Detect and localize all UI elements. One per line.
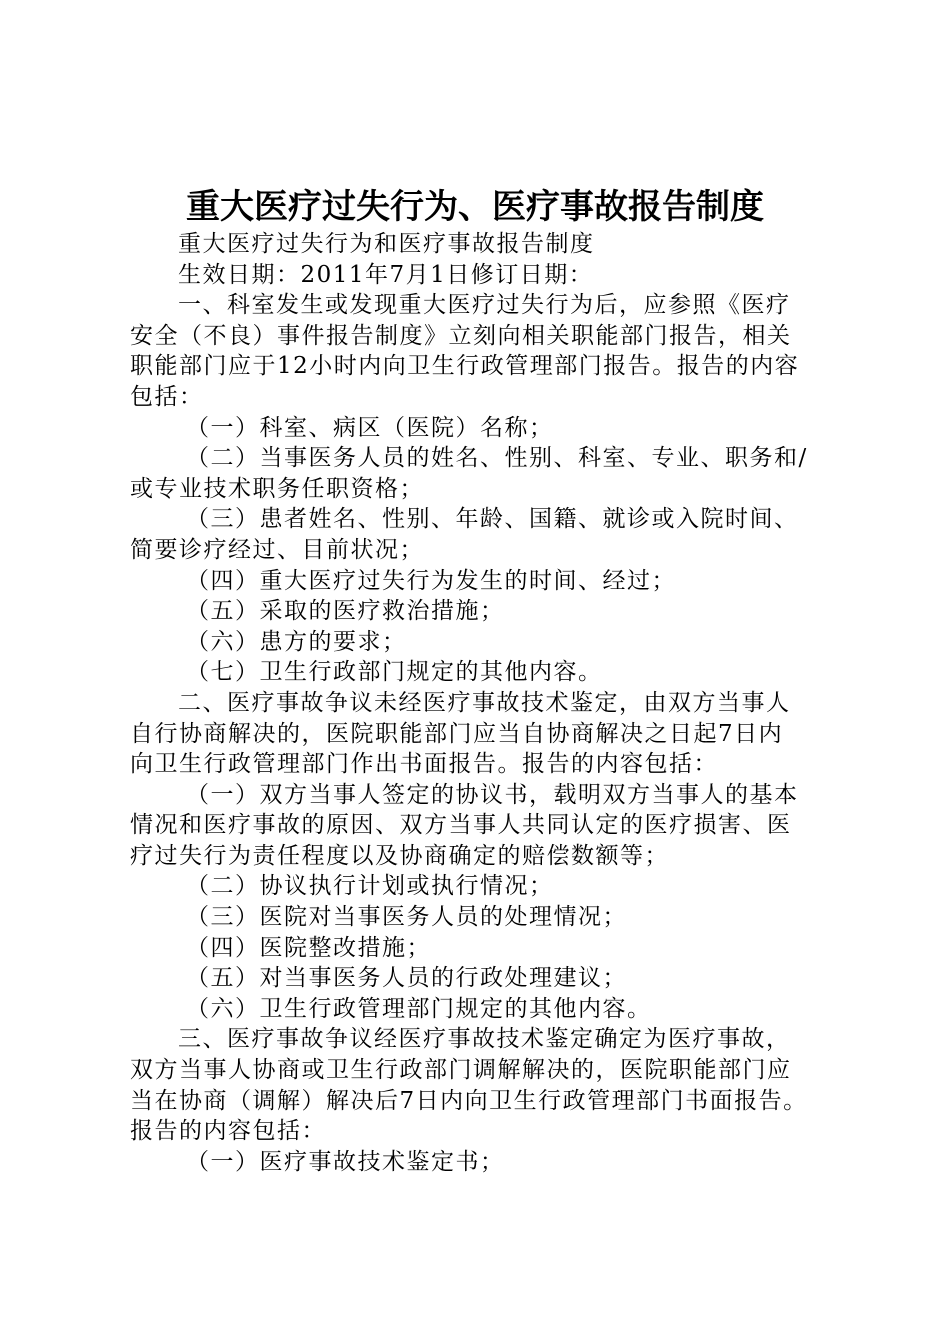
list-item-line: 简要诊疗经过、目前状况；	[130, 536, 424, 563]
list-item-line: （四）医院整改措施；	[186, 934, 431, 961]
list-item-line: （三）医院对当事医务人员的处理情况；	[186, 904, 627, 931]
effective-date-line: 生效日期：2011年7月1日修订日期：	[178, 261, 594, 288]
paragraph-line: 双方当事人协商或卫生行政部门调解解决的，医院职能部门应	[130, 1057, 792, 1084]
paragraph-line: 包括：	[130, 383, 204, 410]
list-item-line: （四）重大医疗过失行为发生的时间、经过；	[186, 567, 676, 594]
list-item-line: （三）患者姓名、性别、年龄、国籍、就诊或入院时间、	[186, 506, 799, 533]
paragraph-line: 二、医疗事故争议未经医疗事故技术鉴定，由双方当事人	[178, 689, 791, 716]
list-item-line: （二）当事医务人员的姓名、性别、科室、专业、职务和/	[186, 445, 808, 472]
list-item-line: （二）协议执行计划或执行情况；	[186, 873, 554, 900]
paragraph-line: 自行协商解决的，医院职能部门应当自协商解决之日起7日内	[130, 720, 784, 747]
list-item-line: 疗过失行为责任程度以及协商确定的赔偿数额等；	[130, 842, 669, 869]
paragraph-line: 向卫生行政管理部门作出书面报告。报告的内容包括：	[130, 751, 718, 778]
paragraph-line: 一、科室发生或发现重大医疗过失行为后，应参照《医疗	[178, 292, 791, 319]
list-item-line: 情况和医疗事故的原因、双方当事人共同认定的医疗损害、医	[130, 812, 792, 839]
document-body	[130, 229, 830, 1177]
list-item-line: （一）科室、病区（医院）名称；	[186, 414, 554, 441]
subtitle-line: 重大医疗过失行为和医疗事故报告制度	[178, 231, 595, 257]
paragraph-line: 职能部门应于12小时内向卫生行政管理部门报告。报告的内容	[130, 353, 800, 380]
paragraph-line: 三、医疗事故争议经医疗事故技术鉴定确定为医疗事故，	[178, 1026, 791, 1053]
list-item-line: （一）双方当事人签定的协议书，载明双方当事人的基本	[186, 781, 799, 808]
list-item-line: 或专业技术职务任职资格；	[130, 475, 424, 502]
paragraph-line: 安全（不良）事件报告制度》立刻向相关职能部门报告，相关	[130, 322, 792, 349]
document-title: 重大医疗过失行为、医疗事故报告制度	[186, 187, 764, 227]
list-item-line: （六）卫生行政管理部门规定的其他内容。	[186, 995, 652, 1022]
list-item-line: （七）卫生行政部门规定的其他内容。	[186, 659, 603, 686]
paragraph-line: 当在协商（调解）解决后7日内向卫生行政管理部门书面报告。	[130, 1087, 808, 1114]
list-item-line: （一）医疗事故技术鉴定书；	[186, 1148, 505, 1175]
list-item-line: （五）采取的医疗救治措施；	[186, 598, 505, 625]
paragraph-line: 报告的内容包括：	[130, 1118, 326, 1145]
list-item-line: （六）患方的要求；	[186, 628, 407, 655]
list-item-line: （五）对当事医务人员的行政处理建议；	[186, 965, 627, 992]
